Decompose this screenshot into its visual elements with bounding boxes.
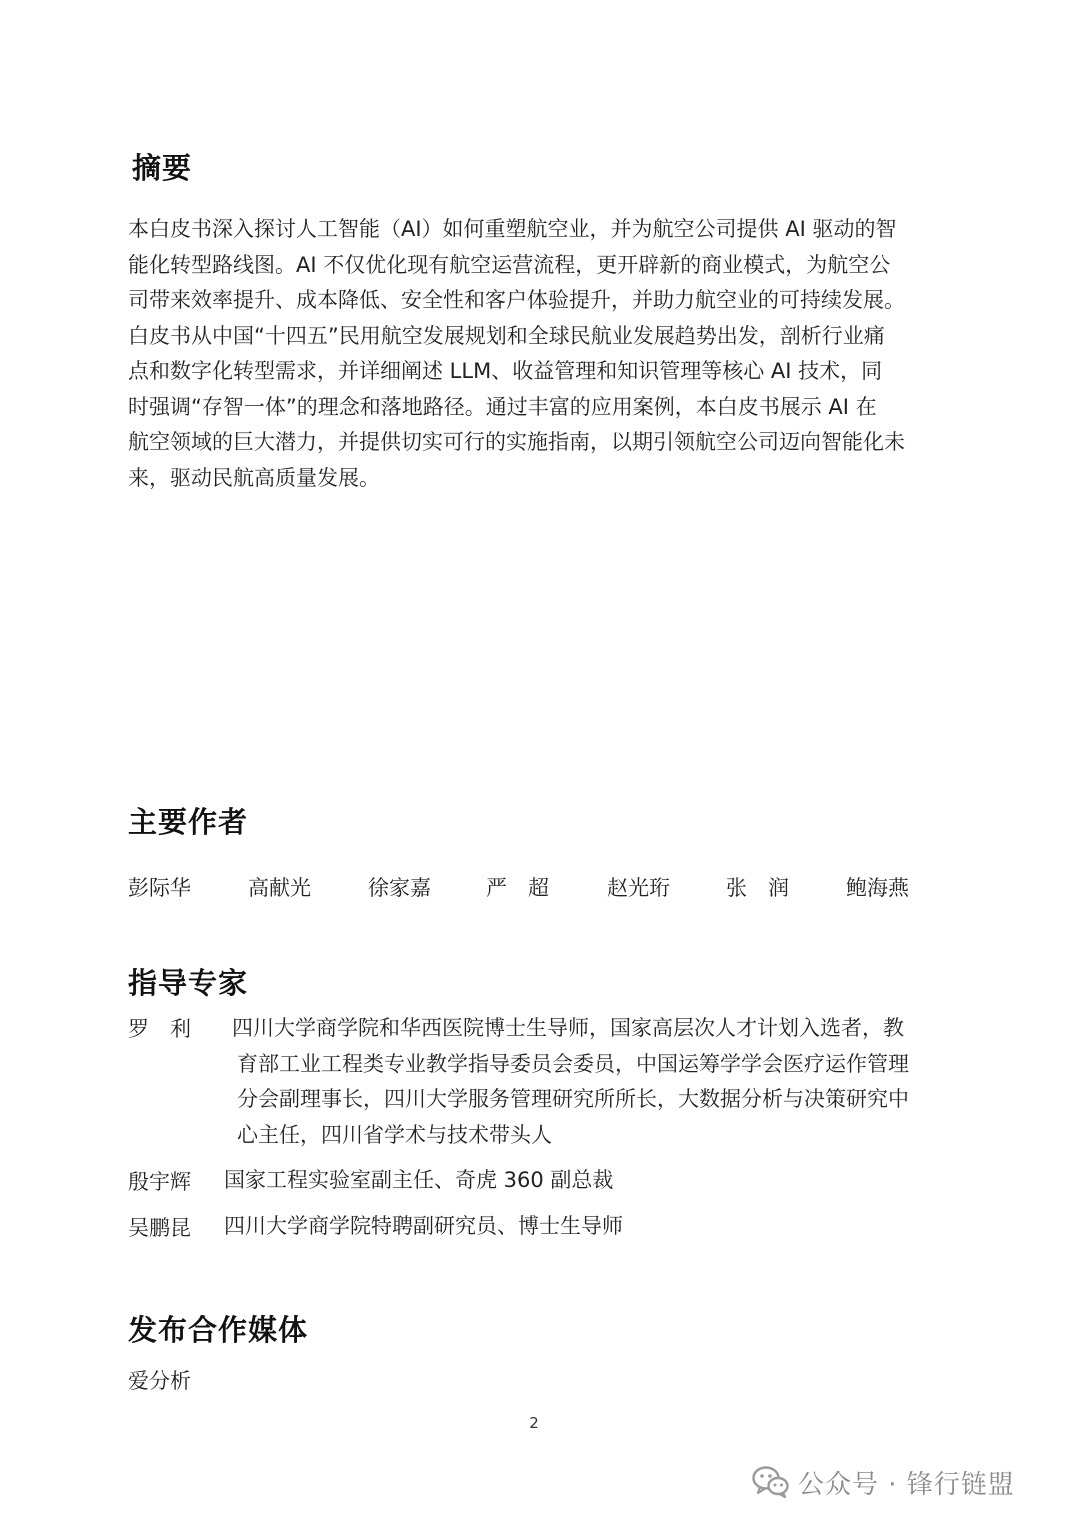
abstract-line: 能化转型路线图。AI 不仅优化现有航空运营流程，更开辟新的商业模式，为航空公 — [128, 252, 891, 277]
watermark — [752, 1462, 1015, 1502]
advisor-description-line: 四川大学商学院特聘副研究员、博士生导师 — [224, 1214, 623, 1238]
advisor-description — [232, 1011, 909, 1153]
authors-list — [128, 872, 948, 902]
abstract-line: 时强调“存智一体”的理念和落地路径。通过丰富的应用案例，本白皮书展示 AI 在 — [128, 394, 877, 419]
author-name: 严 超 — [486, 876, 549, 900]
abstract-heading: 摘要 — [132, 151, 193, 185]
authors-heading: 主要作者 — [128, 805, 249, 839]
advisor-description-line: 育部工业工程类专业教学指导委员会委员，中国运筹学学会医疗运作管理 — [237, 1051, 909, 1076]
advisor-description — [224, 1163, 613, 1199]
watermark-text: 公众号 · 锋行链盟 — [798, 1469, 1015, 1500]
advisor-name: 吴鹏昆 — [128, 1216, 191, 1240]
author-name: 高献光 — [248, 876, 311, 900]
abstract-line: 来，驱动民航高质量发展。 — [128, 465, 380, 490]
advisor-description-line: 心主任，四川省学术与技术带头人 — [237, 1122, 552, 1147]
abstract-line: 本白皮书深入探讨人工智能（AI）如何重塑航空业，并为航空公司提供 AI 驱动的智 — [128, 217, 897, 241]
author-name: 张 润 — [726, 876, 789, 900]
advisors-heading: 指导专家 — [128, 966, 249, 1000]
page-number: 2 — [529, 1414, 539, 1432]
abstract-body — [128, 212, 933, 496]
advisor-name: 罗 利 — [128, 1017, 191, 1041]
media-partner-name: 爱分析 — [128, 1369, 191, 1393]
advisor-name: 殷宇辉 — [128, 1170, 191, 1194]
advisor-description-line: 分会副理事长，四川大学服务管理研究所所长，大数据分析与决策研究中 — [237, 1087, 909, 1111]
author-name: 赵光珩 — [607, 876, 670, 900]
media-heading: 发布合作媒体 — [128, 1313, 309, 1347]
advisor-description — [224, 1209, 623, 1245]
author-name: 彭际华 — [128, 876, 191, 900]
abstract-line: 点和数字化转型需求，并详细阐述 LLM、收益管理和知识管理等核心 AI 技术，同 — [128, 359, 883, 383]
abstract-line: 白皮书从中国“十四五”民用航空发展规划和全球民航业发展趋势出发，剖析行业痛 — [128, 323, 885, 348]
abstract-line: 司带来效率提升、成本降低、安全性和客户体验提升，并助力航空业的可持续发展。 — [128, 288, 905, 312]
author-name: 徐家嘉 — [368, 876, 431, 900]
advisor-description-line: 四川大学商学院和华西医院博士生导师，国家高层次人才计划入选者，教 — [232, 1016, 904, 1040]
advisor-description-line: 国家工程实验室副主任、奇虎 360 副总裁 — [224, 1168, 614, 1192]
wechat-icon — [752, 1465, 790, 1499]
abstract-line: 航空领域的巨大潜力，并提供切实可行的实施指南，以期引领航空公司迈向智能化未 — [128, 430, 905, 454]
author-name: 鲍海燕 — [846, 876, 909, 900]
